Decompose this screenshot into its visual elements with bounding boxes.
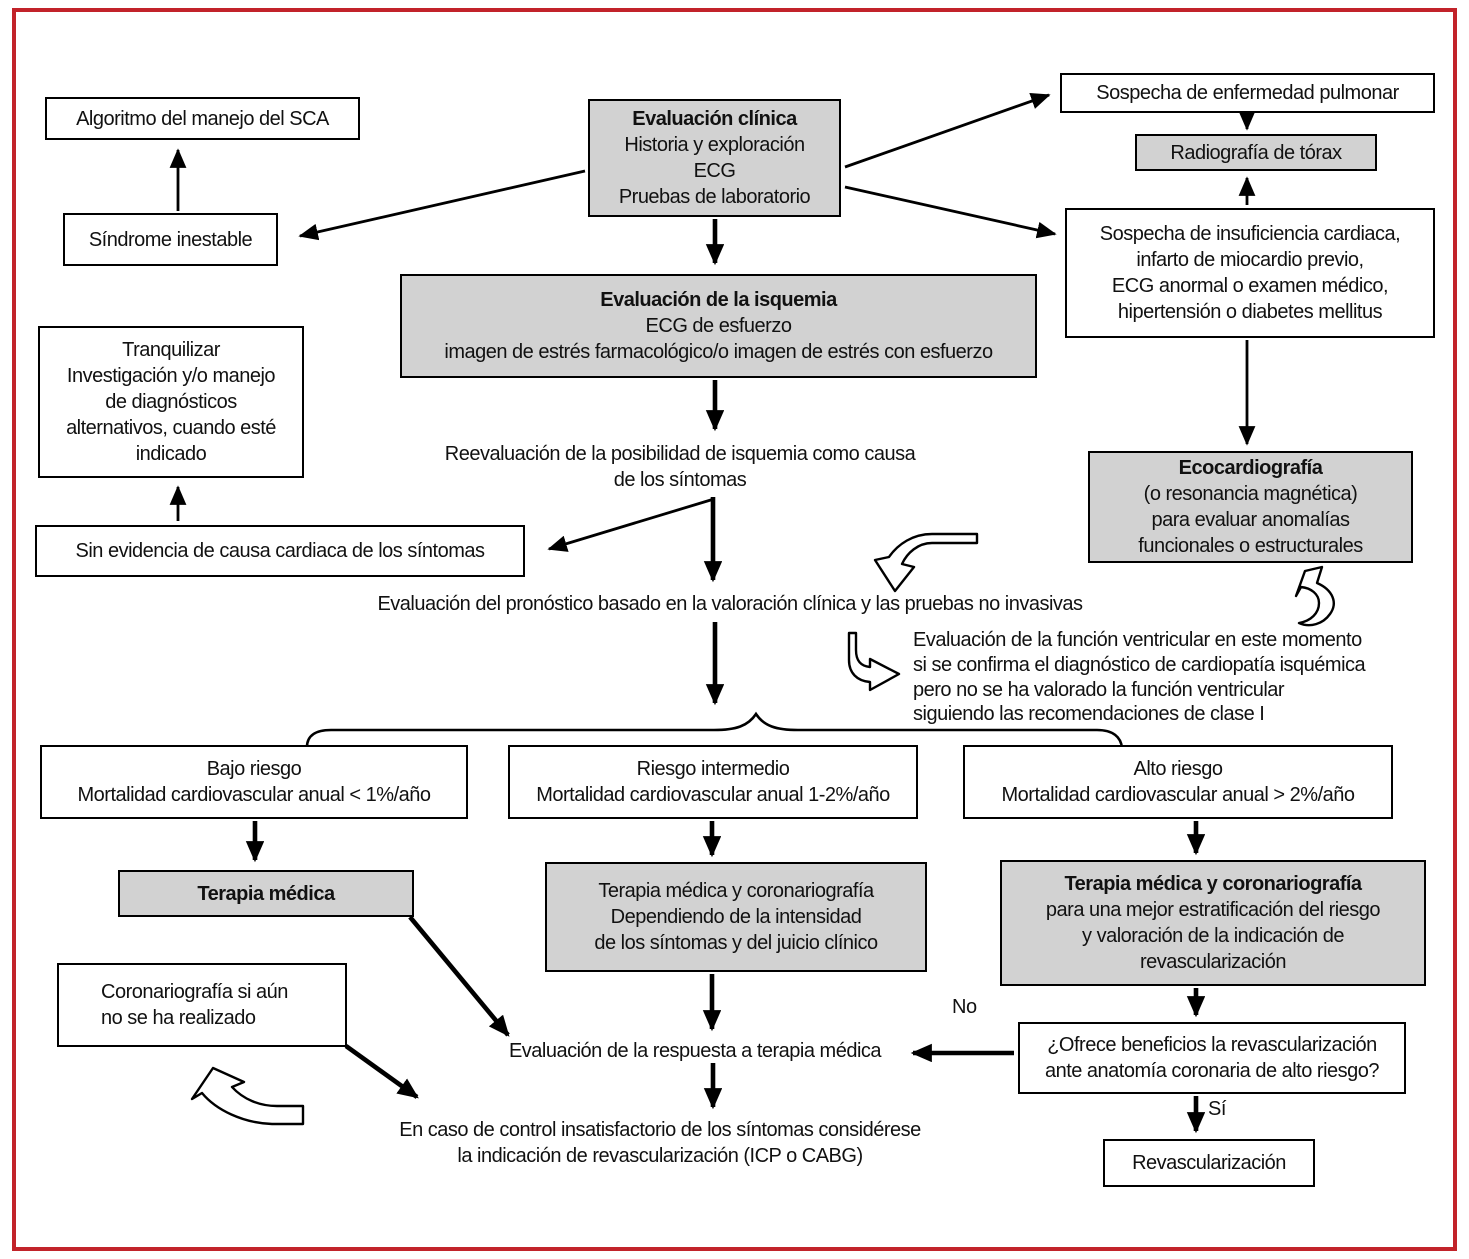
node-algoritmo-sca <box>45 97 360 140</box>
text-line: si se confirma el diagnóstico de cardiopatía isquémica <box>913 653 1366 676</box>
node-sospecha-pulmonar <box>1060 73 1435 113</box>
text-line: la indicación de revascularización (ICP o CABG) <box>457 1145 863 1167</box>
text-line: Dependiendo de la intensidad <box>610 906 862 928</box>
text-line: Mortalidad cardiovascular anual > 2%/año <box>1001 784 1355 806</box>
text-line: ECG <box>693 160 736 182</box>
text-line: Algoritmo del manejo del SCA <box>76 107 329 130</box>
arrow-terapiamedica-to-respuesta <box>410 917 508 1035</box>
text-line: En caso de control insatisfactorio de los síntomas considérese <box>399 1119 921 1141</box>
node-ecocardiografia <box>1088 451 1413 563</box>
node-terapia-coronariografia-alto <box>1000 860 1426 986</box>
text-line: indicado <box>135 443 207 465</box>
text-en-caso-control <box>350 1117 970 1169</box>
curved-arrow-down-left-icon <box>875 534 977 591</box>
text-line: Revascularización <box>1132 1152 1286 1174</box>
text-funcion-ventricular <box>913 628 1469 727</box>
text-line: Tranquilizar <box>122 339 220 361</box>
node-alto-riesgo <box>963 745 1393 819</box>
text-line: Mortalidad cardiovascular anual < 1%/año <box>77 784 431 806</box>
text-line: Síndrome inestable <box>88 228 253 251</box>
curved-arrow-up-left-icon <box>192 1068 303 1124</box>
text-line: imagen de estrés farmacológico/o imagen de estrés con esfuerzo <box>444 341 993 363</box>
node-bajo-riesgo <box>40 745 468 819</box>
text-line: hipertensión o diabetes mellitus <box>1117 301 1383 323</box>
text-line: Evaluación de la respuesta a terapia médica <box>508 1040 882 1062</box>
text-respuesta-terapia <box>480 1038 910 1064</box>
node-title: Evaluación clínica <box>632 108 797 130</box>
arrow-clinica-to-sindrome <box>300 171 585 236</box>
node-tranquilizar <box>38 326 304 478</box>
text-line: Sospecha de insuficiencia cardiaca, <box>1099 223 1401 245</box>
node-title: Ecocardiografía <box>1178 457 1323 479</box>
text-line: Sin evidencia de causa cardiaca de los síntomas <box>75 540 485 562</box>
text-line: Coronariografía si aún <box>101 981 288 1003</box>
text-line: ECG anormal o examen médico, <box>1111 275 1389 297</box>
text-line: Reevaluación de la posibilidad de isquemia como causa <box>444 443 916 465</box>
text-line: no se ha realizado <box>101 1007 256 1029</box>
text-line: Historia y exploración <box>624 134 805 156</box>
node-title: Terapia médica y coronariografía <box>1064 873 1362 895</box>
text-pronostico <box>325 591 1135 617</box>
text-line: Mortalidad cardiovascular anual 1-2%/año <box>536 784 890 806</box>
text-line: (o resonancia magnética) <box>1143 483 1358 505</box>
text-line: alternativos, cuando esté <box>66 417 276 439</box>
node-sindrome-inestable <box>63 213 278 266</box>
node-riesgo-intermedio <box>508 745 918 819</box>
text-line: revascularización <box>1139 951 1286 973</box>
arrow-coronariografia-to-encaso <box>346 1046 417 1097</box>
node-title: Evaluación de la isquemia <box>600 289 837 311</box>
text-line: Radiografía de tórax <box>1170 141 1342 164</box>
label-si: Sí <box>1208 1098 1226 1120</box>
curved-arrow-up-icon <box>1296 567 1334 625</box>
node-sin-evidencia <box>35 525 525 577</box>
text-line: para una mejor estratificación del riesgo <box>1045 899 1381 921</box>
arrow-clinica-to-insuficiencia <box>845 187 1055 234</box>
node-radiografia-torax <box>1135 134 1377 171</box>
text-line: Bajo riesgo <box>206 758 302 780</box>
text-line: de los síntomas y del juicio clínico <box>594 932 878 954</box>
text-line: ante anatomía coronaria de alto riesgo? <box>1044 1060 1380 1082</box>
label-no: No <box>952 996 977 1018</box>
node-coronariografia-si-aun <box>57 963 347 1047</box>
text-line: ¿Ofrece beneficios la revascularización <box>1047 1034 1377 1056</box>
node-terapia-medica <box>118 870 414 917</box>
text-line: ECG de esfuerzo <box>645 315 792 337</box>
arrow-reevaluacion-to-sinevidencia <box>549 499 714 549</box>
text-line: de diagnósticos <box>105 391 237 413</box>
text-line: de los síntomas <box>613 469 747 491</box>
text-line: Investigación y/o manejo <box>66 365 276 387</box>
text-line: Riesgo intermedio <box>636 758 790 780</box>
text-line: funcionales o estructurales <box>1138 535 1363 557</box>
text-line: Sospecha de enfermedad pulmonar <box>1096 82 1399 104</box>
node-revascularizacion <box>1103 1139 1315 1187</box>
text-line: siguiendo las recomendaciones de clase I <box>913 703 1265 726</box>
text-line: infarto de miocardio previo, <box>1136 249 1364 271</box>
node-evaluacion-isquemia <box>400 274 1037 378</box>
text-line: pero no se ha valorado la función ventricular <box>913 678 1285 701</box>
node-ofrece-beneficios <box>1018 1022 1406 1094</box>
text-line: para evaluar anomalías <box>1151 509 1350 531</box>
text-line: Pruebas de laboratorio <box>618 186 811 208</box>
node-evaluacion-clinica <box>588 99 841 217</box>
arrow-clinica-to-pulmonar <box>845 95 1049 167</box>
elbow-arrow-right-icon <box>849 633 899 690</box>
text-reevaluacion <box>400 441 960 493</box>
node-sospecha-insuficiencia <box>1065 208 1435 338</box>
text-line: Evaluación de la función ventricular en este momento <box>913 629 1362 651</box>
node-terapia-coronariografia-intermedio <box>545 862 927 972</box>
node-title: Terapia médica <box>197 882 335 905</box>
text-line: y valoración de la indicación de <box>1082 925 1344 947</box>
text-line: Evaluación del pronóstico basado en la valoración clínica y las pruebas no invasivas <box>377 593 1083 615</box>
text-line: Alto riesgo <box>1133 758 1223 780</box>
text-line: Terapia médica y coronariografía <box>598 880 874 902</box>
